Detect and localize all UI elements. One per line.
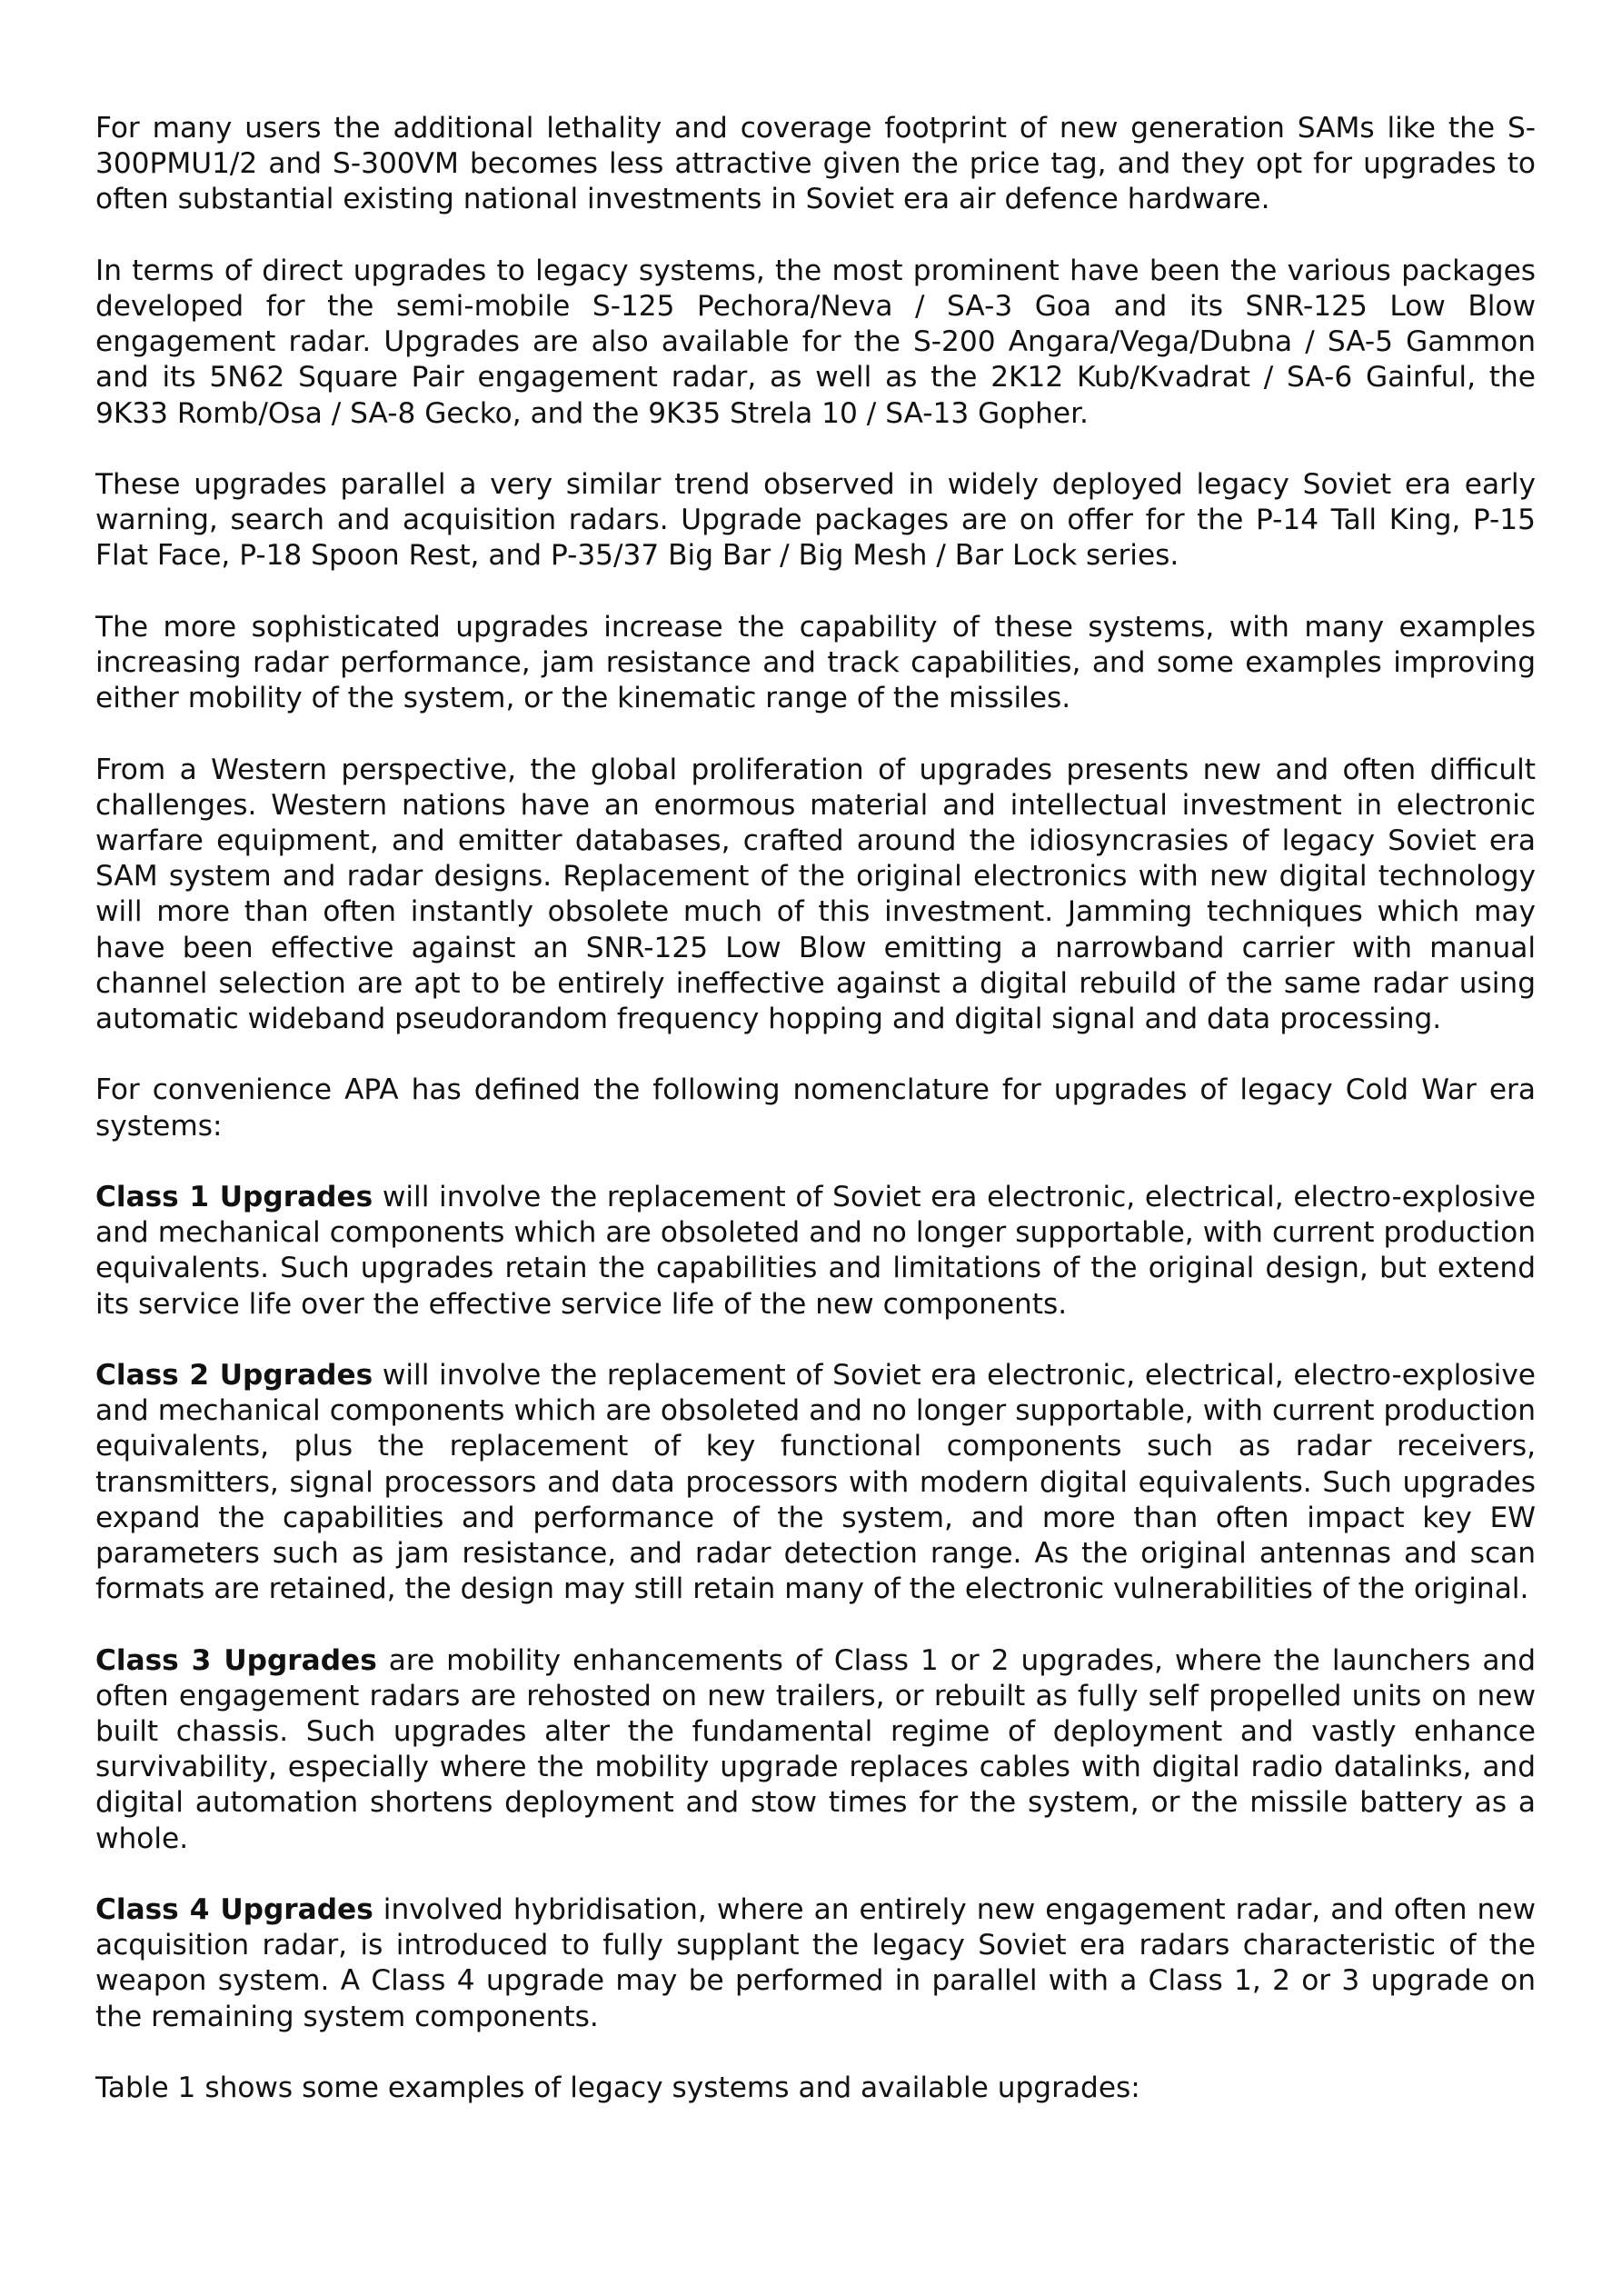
class-1-heading: Class 1 Upgrades bbox=[95, 1181, 373, 1213]
paragraph-price-tag bbox=[95, 111, 1536, 218]
paragraph-text: are mobility enhancements of Class 1 or 2 upgrades, where the launchers and often engagement radars are rehosted on new trailers, or rebuilt as fully self propelled units on new built chassis. Such upgrades alter the fundamental regime of deployment and vastly enhance survivability, especially where the mobility upgrade replaces cables with digital radio datalinks, and digital automation shortens deployment and stow times for the system, or the missile battery as a whole. bbox=[95, 1643, 1536, 1855]
paragraph-text: For convenience APA has defined the following nomenclature for upgrades of legacy Cold War era systems: bbox=[95, 1073, 1536, 1143]
paragraph-class-2 bbox=[95, 1358, 1536, 1607]
paragraph-class-3 bbox=[95, 1643, 1536, 1857]
class-3-heading: Class 3 Upgrades bbox=[95, 1643, 377, 1677]
paragraph-radar-trend bbox=[95, 467, 1536, 574]
paragraph-text: will involve the replacement of Soviet era electronic, electrical, electro-explosive and mechanical components which are obsoleted and no longer supportable, with current production equivalents. Such upgrades retain the capabilities and limitations of the original design, but extend its service life over the effective service life of the new components. bbox=[95, 1181, 1536, 1321]
paragraph-text: will involve the replacement of Soviet era electronic, electrical, electro-explosive and mechanical components which are obsoleted and no longer supportable, with current production equivalents, plus the replacement of key functional components such as radar receivers, transmitters, signal processors and data processors with modern digital equivalents. Such upgrades expand the capabilities and performance of the system, and more than often impact key EW parameters such as jam resistance, and radar detection range. As the original antennas and scan formats are retained, the design may still retain many of the electronic vulnerabilities of the original. bbox=[95, 1359, 1536, 1606]
paragraph-text: For many users the additional lethality and coverage footprint of new generation SAMs like the S-300PMU1/2 and S-300VM becomes less attractive given the price tag, and they opt for upgrades to often substantial existing national investments in Soviet era air defence hardware. bbox=[95, 112, 1536, 216]
paragraph-class-4 bbox=[95, 1892, 1536, 2035]
paragraph-direct-upgrades bbox=[95, 254, 1536, 432]
class-4-heading: Class 4 Upgrades bbox=[95, 1893, 373, 1927]
paragraph-text: The more sophisticated upgrades increase the capability of these systems, with many examples increasing radar performance, jam resistance and track capabilities, and some examples improving either mobility of the system, or the kinematic range of the missiles. bbox=[95, 610, 1536, 715]
paragraph-class-1 bbox=[95, 1180, 1536, 1323]
paragraph-text: From a Western perspective, the global proliferation of upgrades presents new and often difficult challenges. Western nations have an enormous material and intellectual investment in electronic warfare equipment, and emitter databases, crafted around the idiosyncrasies of legacy Soviet era SAM system and radar designs. Replacement of the original electronics with new digital technology will more than often instantly obsolete much of this investment. Jamming techniques which may have been effective against an SNR-125 Low Blow emitting a narrowband carrier with manual channel selection are apt to be entirely ineffective against a digital rebuild of the same radar using automatic wideband pseudorandom frequency hopping and digital signal and data processing. bbox=[95, 753, 1536, 1036]
paragraph-text: These upgrades parallel a very similar trend observed in widely deployed legacy Soviet era early warning, search and acquisition radars. Upgrade packages are on offer for the P-14 Tall King, P-15 Flat Face, P-18 Spoon Rest, and P-35/37 Big Bar / Big Mesh / Bar Lock series. bbox=[95, 468, 1536, 573]
paragraph-nomenclature-intro bbox=[95, 1073, 1536, 1143]
paragraph-sophisticated-upgrades bbox=[95, 610, 1536, 717]
paragraph-table-reference bbox=[95, 2071, 1536, 2106]
paragraph-text: involved hybridisation, where an entirely new engagement radar, and often new acquisition radar, is introduced to fully supplant the legacy Soviet era radars characteristic of the weapon system. A Class 4 upgrade may be performed in parallel with a Class 1, 2 or 3 upgrade on the remaining system components. bbox=[95, 1893, 1537, 2033]
paragraph-western-perspective bbox=[95, 753, 1536, 1038]
paragraph-text: Table 1 shows some examples of legacy systems and available upgrades: bbox=[95, 2071, 1140, 2105]
class-2-heading: Class 2 Upgrades bbox=[95, 1359, 373, 1392]
paragraph-text: In terms of direct upgrades to legacy systems, the most prominent have been the various packages developed for the semi-mobile S-125 Pechora/Neva / SA-3 Goa and its SNR-125 Low Blow engagement radar. Upgrades are also available for the S-200 Angara/Vega/Dubna / SA-5 Gammon and its 5N62 Square Pair engagement radar, as well as the 2K12 Kub/Kvadrat / SA-6 Gainful, the 9K33 Romb/Osa / SA-8 Gecko, and the 9K35 Strela 10 / SA-13 Gopher. bbox=[95, 254, 1536, 430]
document-page bbox=[95, 111, 1536, 2106]
